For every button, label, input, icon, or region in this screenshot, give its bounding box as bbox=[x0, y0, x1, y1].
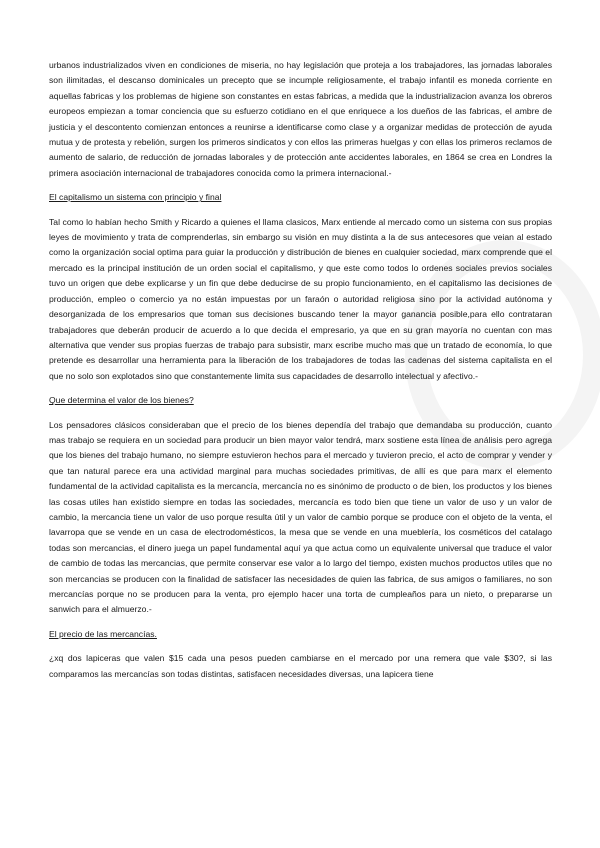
document-page bbox=[49, 58, 552, 682]
paragraph-capitalism-system: Tal como lo habían hecho Smith y Ricardo a quienes el llama clasicos, Marx entiende al mercado como un sistema con sus propias leyes de movimiento y trata de comprenderlas, sin embargo su visión en muy distinta a la de sus antecesores que veian al estado como la organización social optima para guiar la producción y distribución de bienes en cualquier sociedad, marx comprende que el mercado es la principal institución de un orden social el capitalismo, y que este como todos lo ordenes sociales previos sociales tuvo un origen que debe explicarse y un fin que debe deducirse de su propio funcionamiento, en el capitalismo las decisiones de producción, empleo o comercio ya no están impuestas por un faraón o autoridad religiosa sino por la actividad autónoma y desorganizada de los empresarios que toman sus decisiones buscando tener la mayor ganancia posible,para ello contrataran trabajadores que deberán producir de acuerdo a lo que decida el empresario, ya que en su gran mayoría no cuentan con mas alternativa que vender sus propias fuerzas de trabajo para subsistir, marx escribe mucho mas que un tratado de economía, lo que pretende es desarrollar una herramienta para la liberación de los trabajadores de todas las cadenas del sistema capitalista en el que no solo son explotados sino que constantemente limita sus capacidades de desarrollo intelectual y afectivo.- bbox=[49, 216, 552, 381]
paragraph-value-of-goods: Los pensadores clásicos consideraban que el precio de los bienes dependía del trabajo que demandaba su producción, cuanto mas trabajo se requiera en un sociedad para producir un bien mayor valor tendrá, marx sostiene esta línea de análisis pero agrega que los bienes del trabajo humano, no siempre estuvieron hechos para el mercado y tuvieron precio, el acto de comprar y vender y que tan natural parece era una actividad marginal para muchas sociedades primitivas, de allí es que para marx el elemento fundamental de la actividad capitalista es la mercancía, mercancía no es sinónimo de producto o de bien, los productos y los bienes las cosas utiles han existido siempre en todas las sociedades, mercancía es todo bien que tiene un valor de uso y un valor de cambio, la mercancia tiene un valor de uso porque resulta útil y un valor de cambio porque se produce con el objeto de la venta, el lavarropa que se vende en un casa de electrodomésticos, la mesa que se vende en una mueblería, los cosméticos del catalago todas son mercancias, el dinero juega un papel fundamental aquí ya que actua como un equivalente universal que traduce el valor de cambio de todas las mercancias, que permite conservar ese valor a lo largo del tiempo, existen muchos productos utiles que no son mercancias se producen con la finalidad de satisfacer las necesidades de quien las fabrica, de sus amigos o familiares, no son mercancías porque no se producen para la venta, pro ejemplo hacer una torta de cumpleaños para un nieto, o prepararse un sanwich para el almuerzo.- bbox=[49, 419, 552, 615]
heading-value-of-goods: Que determina el valor de los bienes? bbox=[49, 395, 194, 406]
heading-price-of-commodities: El precio de las mercancías. bbox=[49, 628, 157, 639]
heading-capitalism-system: El capitalismo un sistema con principio y final bbox=[49, 192, 222, 203]
paragraph-working-conditions: urbanos industrializados viven en condiciones de miseria, no hay legislación que proteja a los trabajadores, las jornadas laborales son ilimitadas, el descanso dominicales un precepto que se incumple religiosamente, el trabajo infantil es moneda corriente en aquellas fabricas y los problemas de higiene son constantes en estas fabricas, a medida que la industrializacion avanza los obreros europeos empiezan a tomar conciencia que su esfuerzo cotidiano en el que enriquece a los dueños de las fabricas, el ambre de justicia y el descontento comienzan entonces a reunirse a identificarse como clase y a organizar medidas de protección de ayuda mutua y de protesta y rebelión, surgen los primeros sindicatos y con ellos las primeras huelgas y con ellas los primeros reclamos de aumento de salario, de reducción de jornadas laborales y de protección ante accidentes laborales, en 1864 se crea en Londres la primera asociación internacional de trabajadores conocida como la primera internacional.- bbox=[49, 60, 552, 178]
paragraph-price-of-commodities: ¿xq dos lapiceras que valen $15 cada una pesos pueden cambiarse en el mercado por una remera que vale $30?, si las comparamos las mercancías son todas distintas, satisfacen necesidades diversas, una lapicera tiene bbox=[49, 653, 552, 679]
